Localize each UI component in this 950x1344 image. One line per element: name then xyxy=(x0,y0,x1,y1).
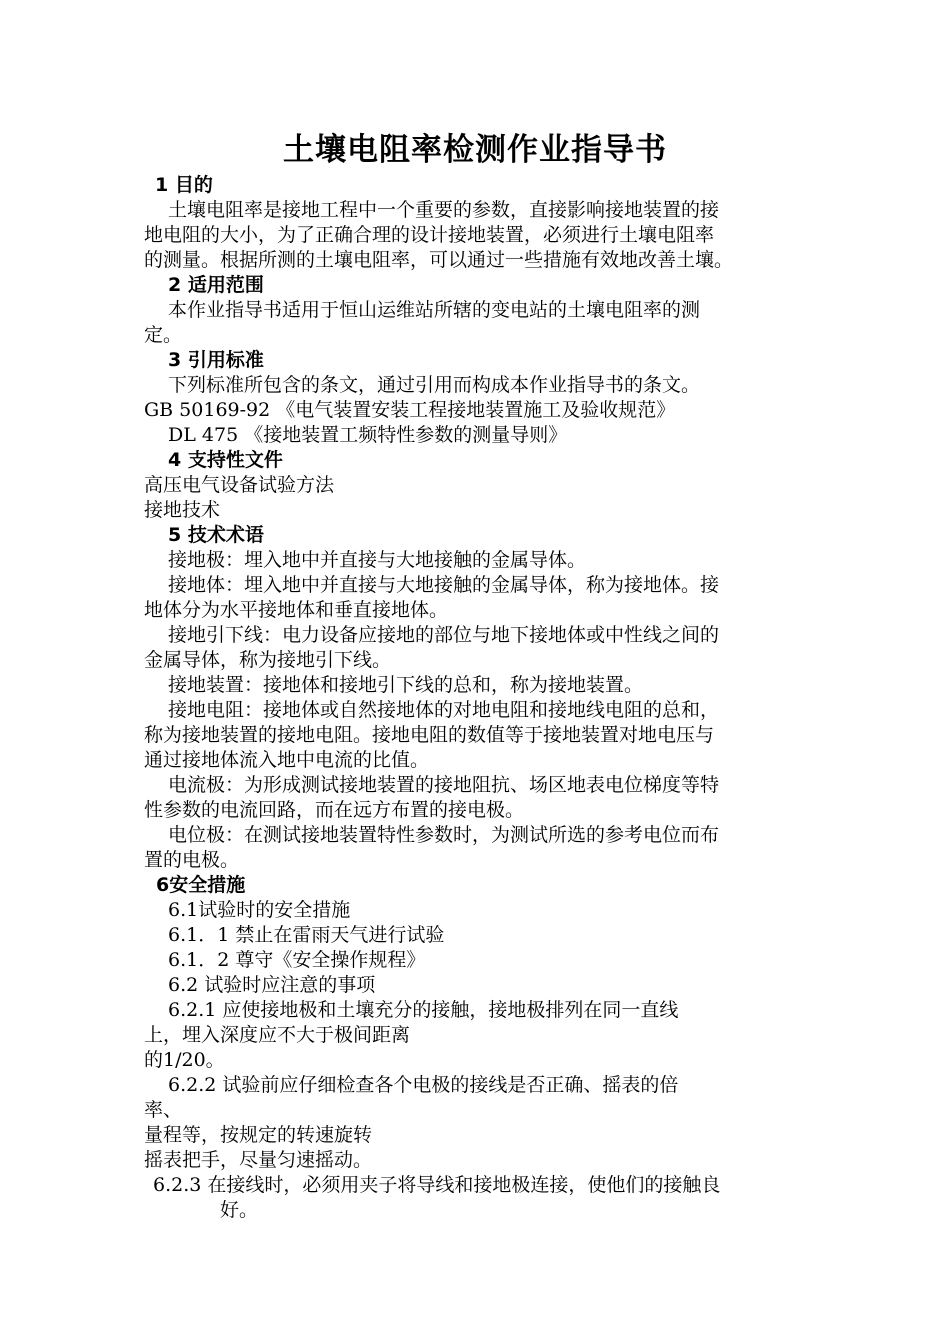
safety-line: 摇表把手，尽量匀速摇动。 xyxy=(144,1149,373,1171)
term-line: 电流极：为形成测试接地装置的接地阻抗、场区地表电位梯度等特 xyxy=(168,774,720,796)
term-line: 接地电阻：接地体或自然接地体的对地电阻和接地线电阻的总和， xyxy=(168,699,720,721)
supporting-document: 高压电气设备试验方法 xyxy=(144,474,335,496)
safety-line: 6.2 试验时应注意的事项 xyxy=(168,974,376,996)
safety-line: 上，埋入深度应不大于极间距离 xyxy=(144,1024,411,1046)
reference-standard-dl: DL 475 《接地装置工频特性参数的测量导则》 xyxy=(168,424,568,446)
section-1-line: 地电阻的大小，为了正确合理的设计接地装置，必须进行土壤电阻率 xyxy=(144,224,715,246)
section-5-heading: 5 技术术语 xyxy=(168,524,264,546)
section-1-line: 土壤电阻率是接地工程中一个重要的参数，直接影响接地装置的接 xyxy=(168,199,720,221)
term-line: 地体分为水平接地体和垂直接地体。 xyxy=(144,599,449,621)
safety-line: 率、 xyxy=(144,1099,183,1121)
safety-line: 量程等，按规定的转速旋转 xyxy=(144,1124,373,1146)
section-3-heading: 3 引用标准 xyxy=(168,349,264,371)
safety-line: 6.2.3 在接线时，必须用夹子将导线和接地极连接，使他们的接触良 xyxy=(153,1174,721,1196)
term-line: 接地体：埋入地中并直接与大地接触的金属导体，称为接地体。接 xyxy=(168,574,720,596)
section-1-heading: 1 目的 xyxy=(155,174,213,196)
reference-standard-gb: GB 50169-92 《电气装置安装工程接地装置施工及验收规范》 xyxy=(144,399,676,421)
term-line: 接地装置：接地体和接地引下线的总和，称为接地装置。 xyxy=(168,674,644,696)
safety-line: 6.1．2 尊守《安全操作规程》 xyxy=(168,949,426,971)
safety-line: 好。 xyxy=(220,1199,259,1221)
safety-line: 6.1试验时的安全措施 xyxy=(168,899,351,921)
section-6-heading: 6安全措施 xyxy=(156,874,246,896)
term-line: 通过接地体流入地中电流的比值。 xyxy=(144,749,430,771)
safety-line: 6.2.1 应使接地极和土壤充分的接触，接地极排列在同一直线 xyxy=(168,999,679,1021)
supporting-document: 接地技术 xyxy=(144,499,221,521)
section-2-line: 定。 xyxy=(144,324,183,346)
section-4-heading: 4 支持性文件 xyxy=(168,449,283,471)
term-line: 接地引下线：电力设备应接地的部位与地下接地体或中性线之间的 xyxy=(168,624,720,646)
term-line: 置的电极。 xyxy=(144,849,240,871)
safety-line: 6.1．1 禁止在雷雨天气进行试验 xyxy=(168,924,445,946)
term-line: 称为接地装置的接地电阻。接地电阻的数值等于接地装置对地电压与 xyxy=(144,724,715,746)
term-line: 接地极：埋入地中并直接与大地接触的金属导体。 xyxy=(168,549,587,571)
term-line: 性参数的电流回路，而在远方布置的接电极。 xyxy=(144,799,525,821)
document-title: 土壤电阻率检测作业指导书 xyxy=(283,132,667,168)
safety-line: 6.2.2 试验前应仔细检查各个电极的接线是否正确、摇表的倍 xyxy=(168,1074,679,1096)
term-line: 金属导体，称为接地引下线。 xyxy=(144,649,392,671)
section-2-line: 本作业指导书适用于恒山运维站所辖的变电站的土壤电阻率的测 xyxy=(168,299,701,321)
section-3-line: 下列标准所包含的条文，通过引用而构成本作业指导书的条文。 xyxy=(168,374,701,396)
term-line: 电位极：在测试接地装置特性参数时，为测试所选的参考电位而布 xyxy=(168,824,720,846)
safety-line: 的1/20。 xyxy=(144,1049,225,1071)
section-2-heading: 2 适用范围 xyxy=(168,274,264,296)
section-1-line: 的测量。根据所测的土壤电阻率，可以通过一些措施有效地改善土壤。 xyxy=(144,249,734,271)
